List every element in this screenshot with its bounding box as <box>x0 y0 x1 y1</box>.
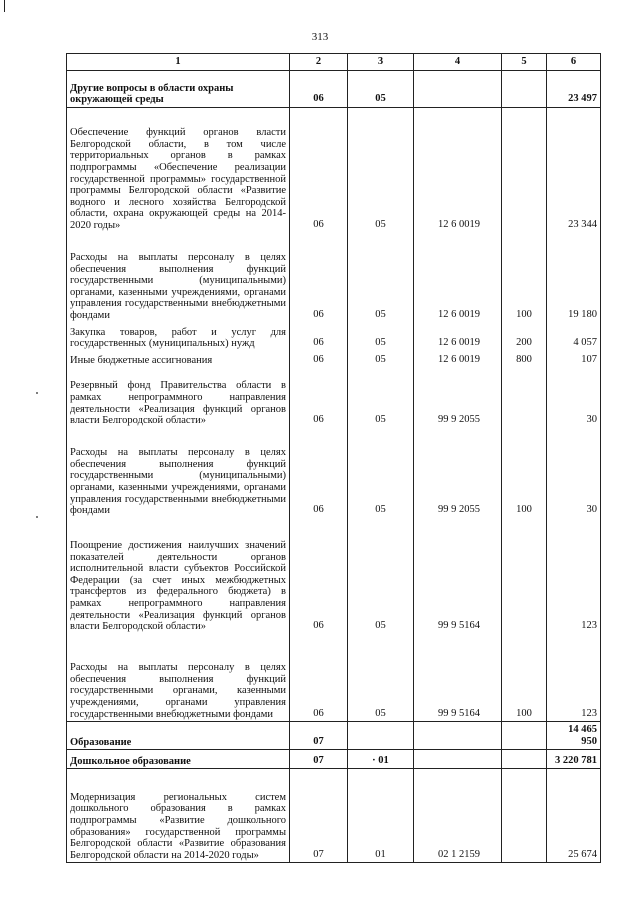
column-header: 3 <box>348 54 414 71</box>
row-section: 06 <box>290 634 348 722</box>
row-expense-type: 100 <box>502 428 547 518</box>
row-section: 06 <box>290 518 348 634</box>
row-expense-type: 200 <box>502 323 547 351</box>
row-target-code <box>414 71 502 108</box>
scan-artifact-dot <box>36 516 38 518</box>
row-expense-type: 100 <box>502 634 547 722</box>
column-header: 4 <box>414 54 502 71</box>
row-amount: 14 465 950 <box>547 722 601 750</box>
row-target-code: 99 9 5164 <box>414 634 502 722</box>
row-section: 06 <box>290 108 348 233</box>
row-target-code: 12 6 0019 <box>414 351 502 368</box>
column-header: 2 <box>290 54 348 71</box>
row-expense-type <box>502 722 547 750</box>
row-amount: 25 674 <box>547 769 601 863</box>
row-target-code: 12 6 0019 <box>414 323 502 351</box>
row-section: 07 <box>290 769 348 863</box>
row-target-code: 12 6 0019 <box>414 108 502 233</box>
row-amount: 30 <box>547 368 601 428</box>
row-section: 06 <box>290 368 348 428</box>
row-amount: 23 344 <box>547 108 601 233</box>
column-header: 6 <box>547 54 601 71</box>
column-header: 1 <box>67 54 290 71</box>
table-row <box>67 722 601 750</box>
row-name: Расходы на выплаты персоналу в целях обеспечения выполнения функций государственными (муниципальными) органами, казенными учреждениями, органами управления государственными внебюджетными фондами <box>67 428 290 518</box>
row-subsection: 05 <box>348 368 414 428</box>
table-row <box>67 71 601 108</box>
row-subsection: 05 <box>348 634 414 722</box>
row-name: Другие вопросы в области охраны окружающей среды <box>67 71 290 108</box>
row-section: 06 <box>290 428 348 518</box>
table-row <box>67 368 601 428</box>
row-subsection: · 01 <box>348 750 414 769</box>
row-amount: 23 497 <box>547 71 601 108</box>
row-target-code: 12 6 0019 <box>414 233 502 323</box>
row-section: 06 <box>290 351 348 368</box>
row-expense-type <box>502 769 547 863</box>
row-expense-type: 100 <box>502 233 547 323</box>
row-subsection: 05 <box>348 428 414 518</box>
row-target-code <box>414 722 502 750</box>
row-subsection: 05 <box>348 108 414 233</box>
row-subsection: 05 <box>348 518 414 634</box>
row-name: Модернизация региональных систем дошкольного образования в рамках подпрограммы «Развитие дошкольного образования» государственной программы Белгородской области «Развитие образования Белгородской области на 2014-2020 годы» <box>67 769 290 863</box>
table-row <box>67 769 601 863</box>
row-subsection: 05 <box>348 323 414 351</box>
row-target-code: 99 9 5164 <box>414 518 502 634</box>
table-row <box>67 428 601 518</box>
row-amount: 3 220 781 <box>547 750 601 769</box>
row-target-code: 99 9 2055 <box>414 428 502 518</box>
row-section: 06 <box>290 71 348 108</box>
row-name: Закупка товаров, работ и услуг для государственных (муниципальных) нужд <box>67 323 290 351</box>
table-row <box>67 634 601 722</box>
row-section: 07 <box>290 722 348 750</box>
row-subsection: 05 <box>348 233 414 323</box>
row-name: Расходы на выплаты персоналу в целях обеспечения выполнения функций государственными (муниципальными) органами, казенными учреждениями, органами управления государственными внебюджетными фондами <box>67 233 290 323</box>
row-expense-type <box>502 71 547 108</box>
row-amount: 123 <box>547 634 601 722</box>
row-subsection: 05 <box>348 71 414 108</box>
row-target-code <box>414 750 502 769</box>
table-row <box>67 108 601 233</box>
row-expense-type <box>502 108 547 233</box>
row-subsection <box>348 722 414 750</box>
row-name: Поощрение достижения наилучших значений показателей деятельности органов исполнительной власти субъектов Российской Федерации (за счет иных межбюджетных трансфертов из федерального бюджета) в рамках непрограммного направления деятельности «Реализация функций органов власти Белгородской области» <box>67 518 290 634</box>
row-section: 06 <box>290 323 348 351</box>
scan-corner-mark <box>4 0 5 12</box>
row-amount: 107 <box>547 351 601 368</box>
table-row <box>67 518 601 634</box>
table-row <box>67 323 601 351</box>
scan-artifact-dot <box>36 392 38 394</box>
row-name: Резервный фонд Правительства области в рамках непрограммного направления деятельности «Реализация функций органов власти Белгородской области» <box>67 368 290 428</box>
row-amount: 4 057 <box>547 323 601 351</box>
row-name: Образование <box>67 722 290 750</box>
row-expense-type: 800 <box>502 351 547 368</box>
row-expense-type <box>502 368 547 428</box>
row-target-code: 02 1 2159 <box>414 769 502 863</box>
table-row <box>67 351 601 368</box>
row-name: Дошкольное образование <box>67 750 290 769</box>
row-target-code: 99 9 2055 <box>414 368 502 428</box>
row-name: Расходы на выплаты персоналу в целях обеспечения выполнения функций государственными органами, казенными учреждениями, органами управления государственными внебюджетными фондами <box>67 634 290 722</box>
row-subsection: 05 <box>348 351 414 368</box>
table-row <box>67 750 601 769</box>
row-expense-type <box>502 518 547 634</box>
table-row <box>67 233 601 323</box>
row-expense-type <box>502 750 547 769</box>
row-subsection: 01 <box>348 769 414 863</box>
row-section: 07 <box>290 750 348 769</box>
row-section: 06 <box>290 233 348 323</box>
table-header-row <box>67 54 601 71</box>
row-amount: 30 <box>547 428 601 518</box>
page-number: 313 <box>311 31 329 43</box>
column-header: 5 <box>502 54 547 71</box>
row-name: Иные бюджетные ассигнования <box>67 351 290 368</box>
budget-table <box>66 53 601 863</box>
row-name: Обеспечение функций органов власти Белгородской области, в том числе территориальных органов в рамках подпрограммы «Обеспечение реализации государственной программы» государственной программы Белгородской области «Развитие водного и лесного хозяйства Белгородской области, охрана окружающей среды на 2014-2020 годы» <box>67 108 290 233</box>
row-amount: 123 <box>547 518 601 634</box>
row-amount: 19 180 <box>547 233 601 323</box>
